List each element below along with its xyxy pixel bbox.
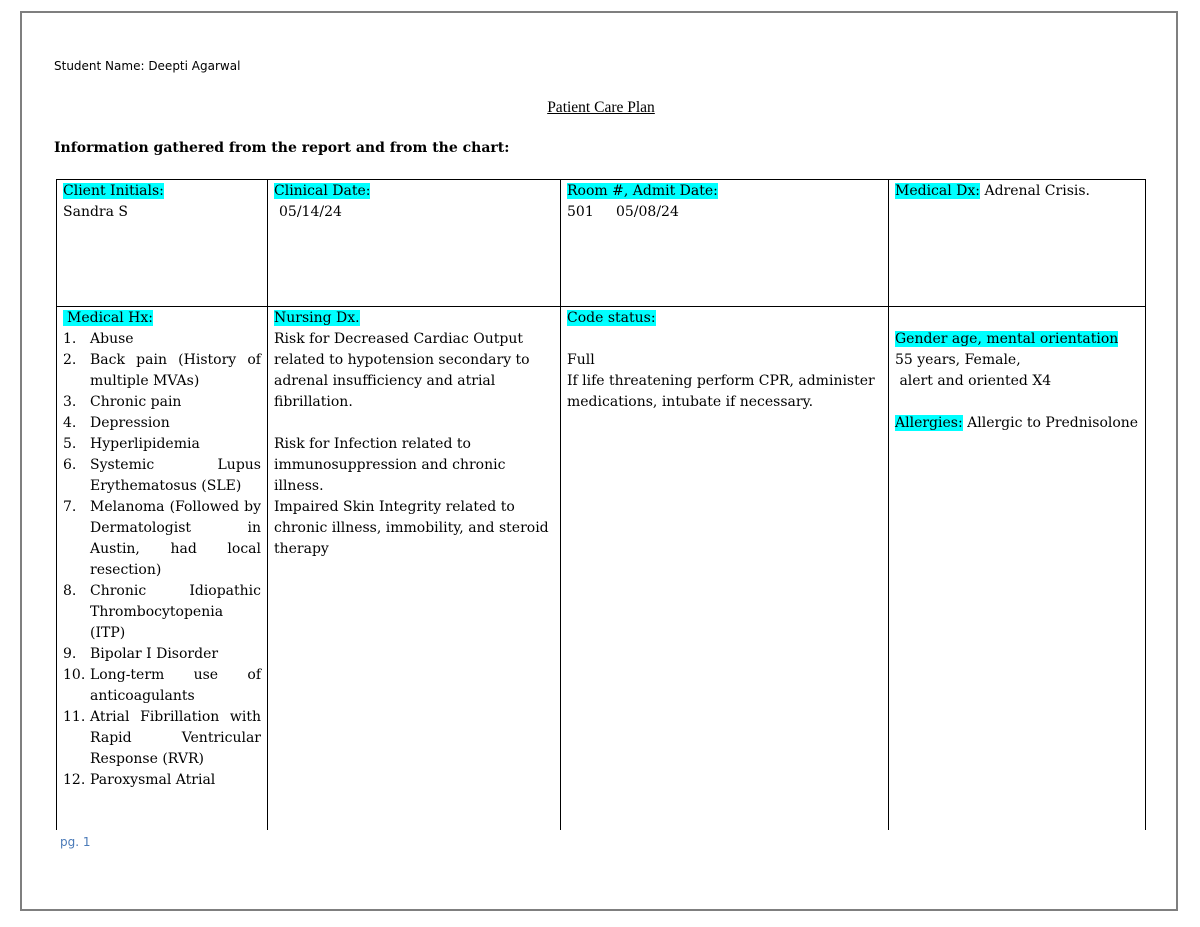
nursing-dx-2: Risk for Infection related to immunosuppression and chronic illness.: [274, 436, 506, 494]
medical-hx-cell: [57, 307, 268, 830]
list-item: 11. Atrial Fibrillation with Rapid Ventricular Response (RVR): [63, 709, 261, 767]
room-admit-label: Room #, Admit Date:: [567, 183, 718, 199]
list-item: 8. Chronic Idiopathic Thrombocytopenia (ITP): [63, 583, 261, 641]
list-item: 10. Long-term use of anticoagulants: [63, 667, 261, 704]
table-row: [57, 307, 1146, 830]
list-item: 5. Hyperlipidemia: [63, 436, 200, 452]
student-name: Student Name: Deepti Agarwal: [54, 59, 241, 73]
table-row: [57, 180, 1146, 307]
medical-hx-list: [63, 329, 261, 791]
care-plan-table: [56, 179, 1146, 830]
nursing-dx-1: Risk for Decreased Cardiac Output related to hypotension secondary to adrenal insufficiency and atrial fibrillation.: [274, 331, 530, 410]
code-status-cell: [561, 307, 889, 830]
clinical-date-value: 05/14/24: [279, 204, 342, 220]
list-item: 2. Back pain (History of multiple MVAs): [63, 352, 261, 389]
room-admit-value: 501 05/08/24: [567, 204, 679, 220]
demographics-cell: [889, 307, 1146, 830]
medical-dx-value: Adrenal Crisis.: [980, 183, 1090, 199]
allergies-block: [895, 413, 1139, 434]
nursing-dx-label: Nursing Dx.: [274, 310, 360, 326]
gender-value-1: 55 years, Female,: [895, 352, 1021, 368]
clinical-date-label: Clinical Date:: [274, 183, 371, 199]
info-line: Information gathered from the report and from the chart:: [54, 140, 510, 156]
list-item: 4. Depression: [63, 415, 170, 431]
gender-value-2: alert and oriented X4: [895, 373, 1052, 389]
list-item: 3. Chronic pain: [63, 394, 182, 410]
list-item: 9. Bipolar I Disorder: [63, 646, 219, 662]
list-item: 7. Melanoma (Followed by Dermatologist in Austin, had local resection): [63, 499, 261, 578]
clinical-date-cell: [268, 180, 561, 307]
medical-dx-cell: [889, 180, 1146, 307]
gender-label: Gender age, mental orientation: [895, 331, 1119, 347]
list-item: 1. Abuse: [63, 331, 134, 347]
list-item: 12. Paroxysmal Atrial: [63, 772, 216, 788]
page-title: Patient Care Plan: [547, 99, 655, 116]
nursing-dx-cell: [268, 307, 561, 830]
nursing-dx-3: Impaired Skin Integrity related to chronic illness, immobility, and steroid therapy: [274, 499, 549, 557]
client-initials-cell: [57, 180, 268, 307]
medical-dx-label: Medical Dx:: [895, 183, 981, 199]
code-status-label: Code status:: [567, 310, 656, 326]
allergies-value: Allergic to Prednisolone: [962, 415, 1139, 431]
medical-hx-label: Medical Hx:: [63, 310, 153, 326]
list-item: 6. Systemic Lupus Erythematosus (SLE): [63, 457, 261, 494]
code-status-detail: If life threatening perform CPR, administer medications, intubate if necessary.: [567, 373, 875, 410]
client-initials-value: Sandra S: [63, 204, 128, 220]
client-initials-label: Client Initials:: [63, 183, 164, 199]
code-status-value: Full: [567, 352, 595, 368]
room-admit-cell: [561, 180, 889, 307]
allergies-label: Allergies:: [895, 415, 963, 431]
document-page: [20, 11, 1178, 911]
page-number: pg. 1: [60, 835, 91, 849]
